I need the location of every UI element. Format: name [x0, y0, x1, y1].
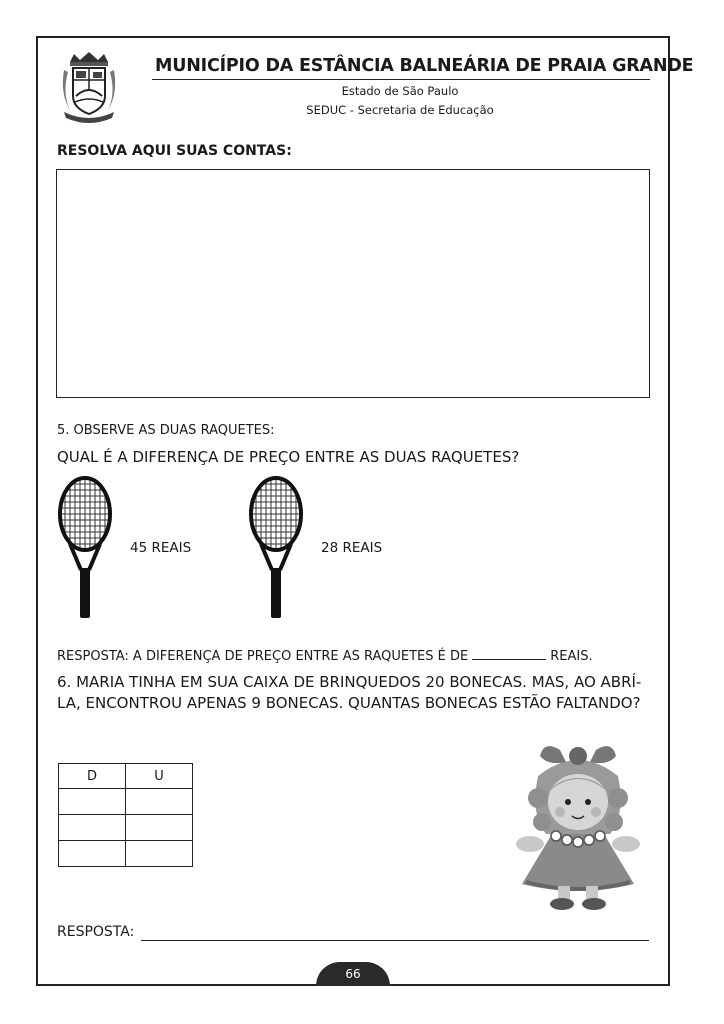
table-cell[interactable]: [59, 815, 126, 841]
table-cell[interactable]: [59, 841, 126, 867]
municipal-crest-icon: [56, 50, 122, 124]
doll-illustration-icon: [508, 736, 648, 912]
racket-price: 28 REAIS: [321, 540, 383, 556]
question6-text: 6. MARIA TINHA EM SUA CAIXA DE BRINQUEDOS 20 BONECAS. MAS, AO ABRÍ-LA, ENCONTROU APENAS 9 BONECAS. QUANTAS BONECAS ESTÃO FALTANDO?: [57, 673, 642, 712]
calculation-box[interactable]: [56, 169, 650, 398]
table-cell[interactable]: [59, 789, 126, 815]
answer-suffix: REAIS.: [550, 649, 593, 664]
question5-text: QUAL É A DIFERENÇA DE PREÇO ENTRE AS DUAS RAQUETES?: [57, 448, 520, 466]
page-number: 66: [345, 967, 361, 981]
tens-header: D: [59, 764, 126, 789]
racket-price: 45 REAIS: [130, 540, 192, 556]
place-value-table: [58, 763, 193, 867]
department-name: SEDUC - Secretaria de Educação: [306, 103, 494, 117]
header-divider: [152, 79, 650, 80]
tennis-racket-icon: [56, 474, 114, 620]
work-area-label: RESOLVA AQUI SUAS CONTAS:: [57, 143, 292, 159]
tennis-racket-icon: [247, 474, 305, 620]
question5-intro: 5. OBSERVE AS DUAS RAQUETES:: [57, 423, 275, 438]
answer-prefix: RESPOSTA: A DIFERENÇA DE PREÇO ENTRE AS RAQUETES É DE: [57, 649, 469, 664]
question6-answer-label: RESPOSTA:: [57, 924, 135, 940]
question5-answer: [57, 647, 593, 664]
answer-blank[interactable]: [472, 647, 546, 660]
question6-answer-line[interactable]: [141, 940, 649, 941]
table-cell[interactable]: [126, 841, 193, 867]
state-name: Estado de São Paulo: [341, 84, 459, 98]
units-header: U: [126, 764, 193, 789]
table-cell[interactable]: [126, 815, 193, 841]
table-cell[interactable]: [126, 789, 193, 815]
municipality-title: MUNICÍPIO DA ESTÂNCIA BALNEÁRIA DE PRAIA GRANDE: [155, 56, 694, 76]
